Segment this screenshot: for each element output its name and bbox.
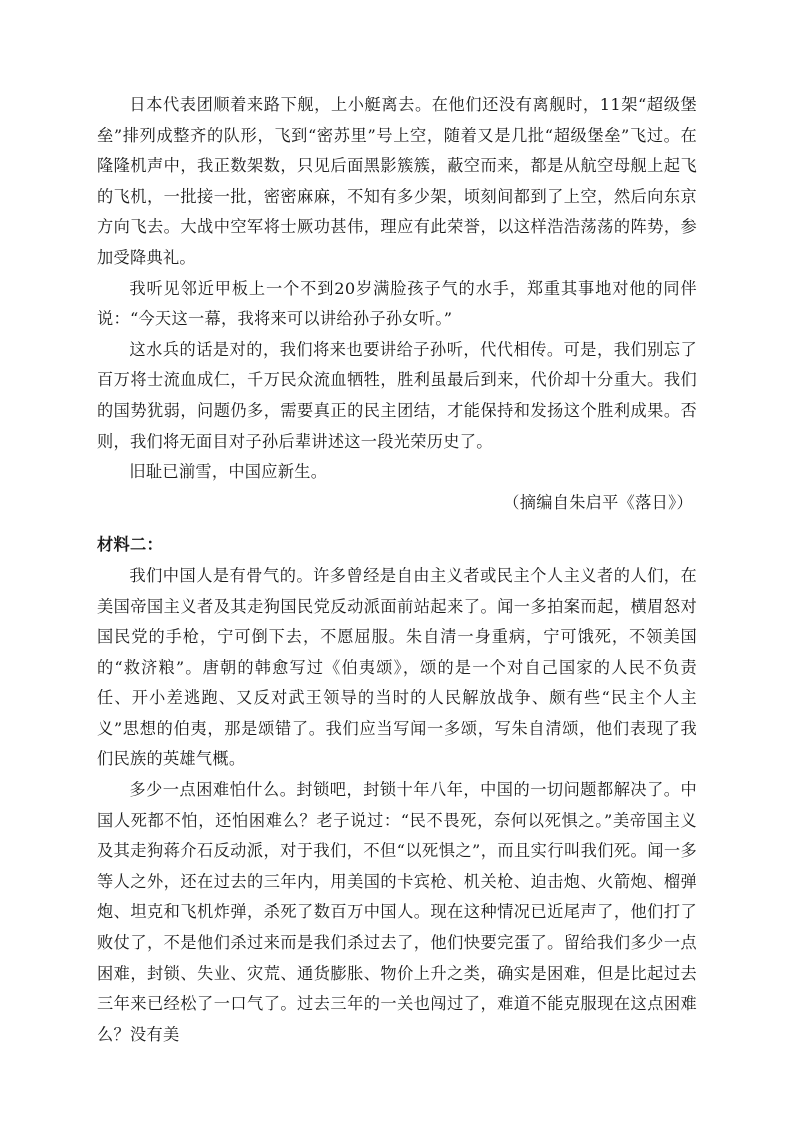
paragraph: 日本代表团顺着来路下舰，上小艇离去。在他们还没有离舰时，11架“超级堡垒”排列成整齐的队形，飞到“密苏里”号上空，随着又是几批“超级堡垒”飞过。在隆隆机声中，我正数架数，只见后面黑影簇簇，蔽空而来，都是从航空母舰上起飞的飞机，一批接一批，密密麻麻，不知有多少架，顷刻间都到了上空，然后向东京方向飞去。大战中空军将士厥功甚伟，理应有此荣誉，以这样浩浩荡荡的阵势，参加受降典礼。 <box>97 95 697 267</box>
paragraph: 这水兵的话是对的，我们将来也要讲给子孙听，代代相传。可是，我们别忘了百万将士流血成仁，千万民众流血牺牲，胜利虽最后到来，代价却十分重大。我们的国势犹弱，问题仍多，需要真正的民主团结，才能保持和发扬这个胜利成果。否则，我们将无面目对子孙后辈讲述这一段光荣历史了。 <box>97 339 697 451</box>
paragraph: 我们中国人是有骨气的。许多曾经是自由主义者或民主个人主义者的人们，在美国帝国主义者及其走狗国民党反动派面前站起来了。闻一多拍案而起，横眉怒对国民党的手枪，宁可倒下去，不愿屈服。朱自清一身重病，宁可饿死，不领美国的“救济粮”。唐朝的韩愈写过《伯夷颂》，颂的是一个对自己国家的人民不负责任、开小差逃跑、又反对武王领导的当时的人民解放战争、颇有些“民主个人主义”思想的伯夷，那是颂错了。我们应当写闻一多颂，写朱自清颂，他们表现了我们民族的英雄气概。 <box>97 565 697 769</box>
section-heading: 材料二： <box>97 535 163 555</box>
paragraph: 我听见邻近甲板上一个不到20岁满脸孩子气的水手，郑重其事地对他的同伴说：“今天这一幕，我将来可以讲给孙子孙女听。” <box>97 278 697 329</box>
paragraph: 多少一点困难怕什么。封锁吧，封锁十年八年，中国的一切问题都解决了。中国人死都不怕，还怕困难么？老子说过：“民不畏死，奈何以死惧之。”美帝国主义及其走狗蒋介石反动派，对于我们，不但“以死惧之”，而且实行叫我们死。闻一多等人之外，还在过去的三年内，用美国的卡宾枪、机关枪、迫击炮、火箭炮、榴弹炮、坦克和飞机炸弹，杀死了数百万中国人。现在这种情况已近尾声了，他们打了败仗了，不是他们杀过来而是我们杀过去了，他们快要完蛋了。留给我们多少一点困难，封锁、失业、灾荒、通货膨胀、物价上升之类，确实是困难，但是比起过去三年来已经松了一口气了。过去三年的一关也闯过了，难道不能克服现在这点困难么？没有美 <box>97 780 697 1044</box>
article-body <box>97 90 697 1050</box>
source-attribution: （摘编自朱启平《落日》） <box>503 492 693 512</box>
paragraph: 旧耻已湔雪，中国应新生。 <box>129 462 328 482</box>
